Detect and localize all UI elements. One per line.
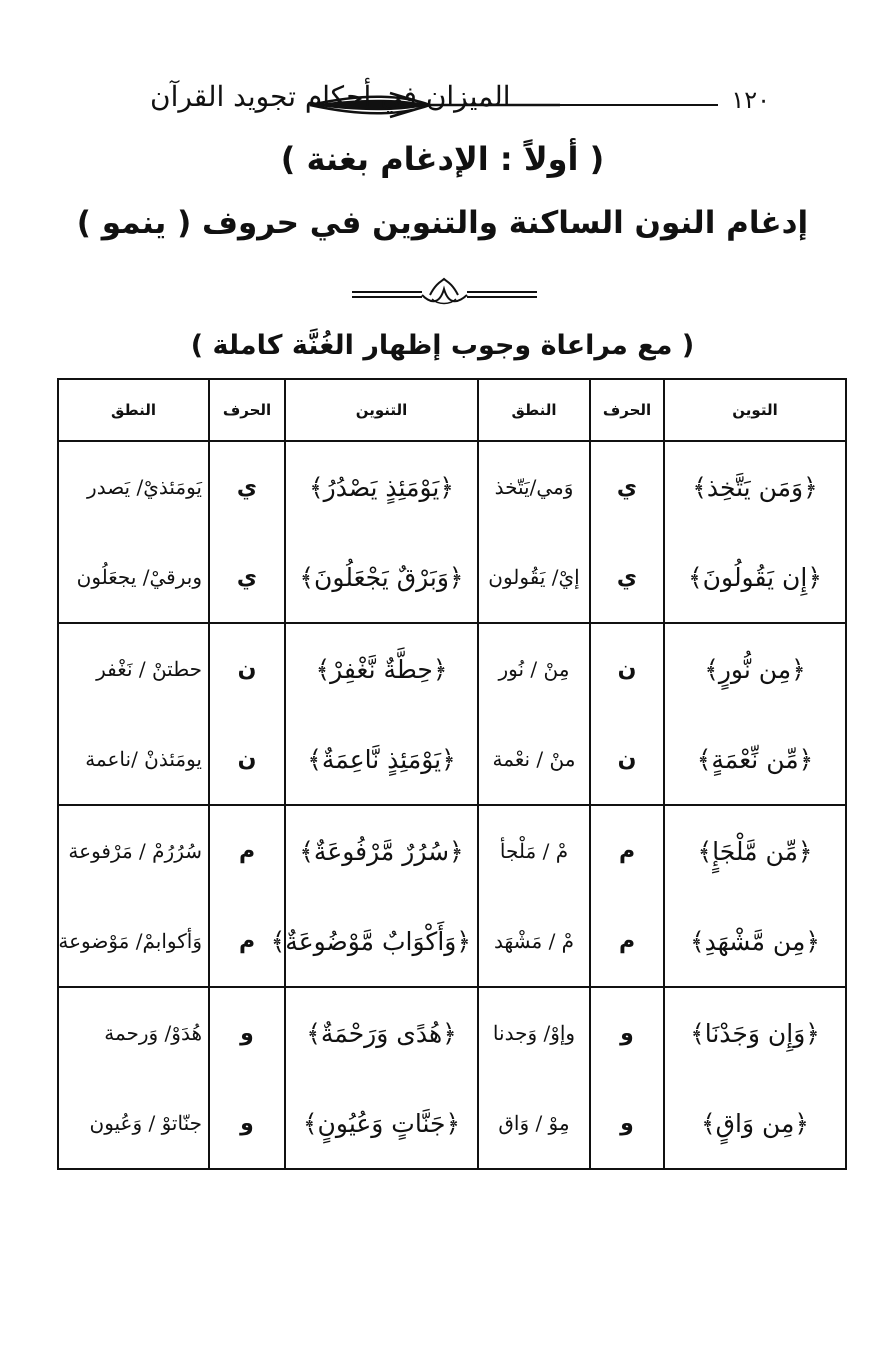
verse-cell: ﴿حِطَّةٌ نَّغْفِرْ﴾ (285, 623, 478, 714)
letter-cell: ن (590, 714, 664, 805)
pronunciation-cell: مِوْ / وَاق (478, 1078, 590, 1169)
header-tanween-2: التنوين (285, 379, 478, 441)
pronunciation-cell: سُرُرُمْ / مَرْفوعة (58, 805, 209, 896)
pronunciation-cell: يَومَئذيْ/ يَصدر (58, 441, 209, 532)
table-row (58, 714, 846, 805)
pronunciation-cell: منْ / نعْمة (478, 714, 590, 805)
book-title: الميزان في أحكام تجويد القرآن (150, 80, 511, 113)
verse-cell: ﴿يَوْمَئِذٍ نَّاعِمَةٌ﴾ (285, 714, 478, 805)
table-row (58, 987, 846, 1078)
letter-cell: ي (209, 532, 285, 623)
verse-cell: ﴿وَبَرْقٌ يَجْعَلُونَ﴾ (285, 532, 478, 623)
verse-cell: ﴿مِن وَاقٍ﴾ (664, 1078, 846, 1169)
pronunciation-cell: وَأكوابمْ/ مَوْضوعة (58, 896, 209, 987)
page-title: ( أولاً : الإدغام بغنة ) (280, 140, 605, 178)
pronunciation-cell: وبرقيْ/ يجعَلُون (58, 532, 209, 623)
pronunciation-cell: حطتنْ / نَغْفر (58, 623, 209, 714)
table-header-row (58, 379, 846, 441)
letter-cell: ن (590, 623, 664, 714)
letter-cell: م (209, 805, 285, 896)
verse-cell: ﴿وَمَن يَتَّخِذ﴾ (664, 441, 846, 532)
pronunciation-cell: وإوْ/ وَجدنا (478, 987, 590, 1078)
page-number: ١٢٠ (731, 86, 770, 114)
table-row (58, 441, 846, 532)
pronunciation-cell: يومَئذنْ /ناعمة (58, 714, 209, 805)
letter-cell: و (590, 987, 664, 1078)
table-row (58, 623, 846, 714)
divider-ornament (352, 275, 537, 315)
letter-cell: ن (209, 714, 285, 805)
pronunciation-cell: جنّاتوْ / وَعُيون (58, 1078, 209, 1169)
page-header (150, 80, 770, 130)
header-pronunciation-1: النطق (478, 379, 590, 441)
header-pronunciation-2: النطق (58, 379, 209, 441)
table-note: ( مع مراعاة وجوب إظهار الغُنَّة كاملة ) (190, 330, 695, 361)
letter-cell: و (209, 987, 285, 1078)
pronunciation-cell: وَمي/يَتّخذ (478, 441, 590, 532)
verse-cell: ﴿يَوْمَئِذٍ يَصْدُرُ﴾ (285, 441, 478, 532)
verse-cell: ﴿وَأَكْوَابٌ مَّوْضُوعَةٌ﴾ (285, 896, 478, 987)
pronunciation-cell: مْ / مَشْهَد (478, 896, 590, 987)
verse-cell: ﴿هُدًى وَرَحْمَةٌ﴾ (285, 987, 478, 1078)
verse-cell: ﴿سُرُرٌ مَّرْفُوعَةٌ﴾ (285, 805, 478, 896)
header-letter-1: الحرف (590, 379, 664, 441)
pronunciation-cell: إيْ/ يَقُولون (478, 532, 590, 623)
verse-cell: ﴿مِن نُّورٍ﴾ (664, 623, 846, 714)
letter-cell: و (209, 1078, 285, 1169)
verse-cell: ﴿وَإِن وَجَدْنَا﴾ (664, 987, 846, 1078)
letter-cell: ن (209, 623, 285, 714)
idgham-table (57, 378, 847, 1170)
header-letter-2: الحرف (209, 379, 285, 441)
letter-cell: م (590, 805, 664, 896)
letter-cell: ي (209, 441, 285, 532)
table-row (58, 805, 846, 896)
letter-cell: م (209, 896, 285, 987)
table-row (58, 532, 846, 623)
letter-cell: م (590, 896, 664, 987)
pronunciation-cell: مْ / مَلْجأ (478, 805, 590, 896)
letter-cell: ي (590, 441, 664, 532)
table-row (58, 1078, 846, 1169)
pronunciation-cell: هُدَوْ/ وَرحمة (58, 987, 209, 1078)
verse-cell: ﴿جَنَّاتٍ وَعُيُونٍ﴾ (285, 1078, 478, 1169)
verse-cell: ﴿مِّن نِّعْمَةٍ﴾ (664, 714, 846, 805)
header-tanween-1: التوين (664, 379, 846, 441)
table-row (58, 896, 846, 987)
letter-cell: و (590, 1078, 664, 1169)
header-rule (548, 104, 718, 106)
verse-cell: ﴿مِن مَّشْهَدِ﴾ (664, 896, 846, 987)
verse-cell: ﴿مِّن مَّلْجَإٍ﴾ (664, 805, 846, 896)
pronunciation-cell: مِنْ / نُور (478, 623, 590, 714)
verse-cell: ﴿إِن يَقُولُونَ﴾ (664, 532, 846, 623)
section-title: إدغام النون الساكنة والتنوين في حروف ( ينمو ) (76, 205, 809, 241)
letter-cell: ي (590, 532, 664, 623)
